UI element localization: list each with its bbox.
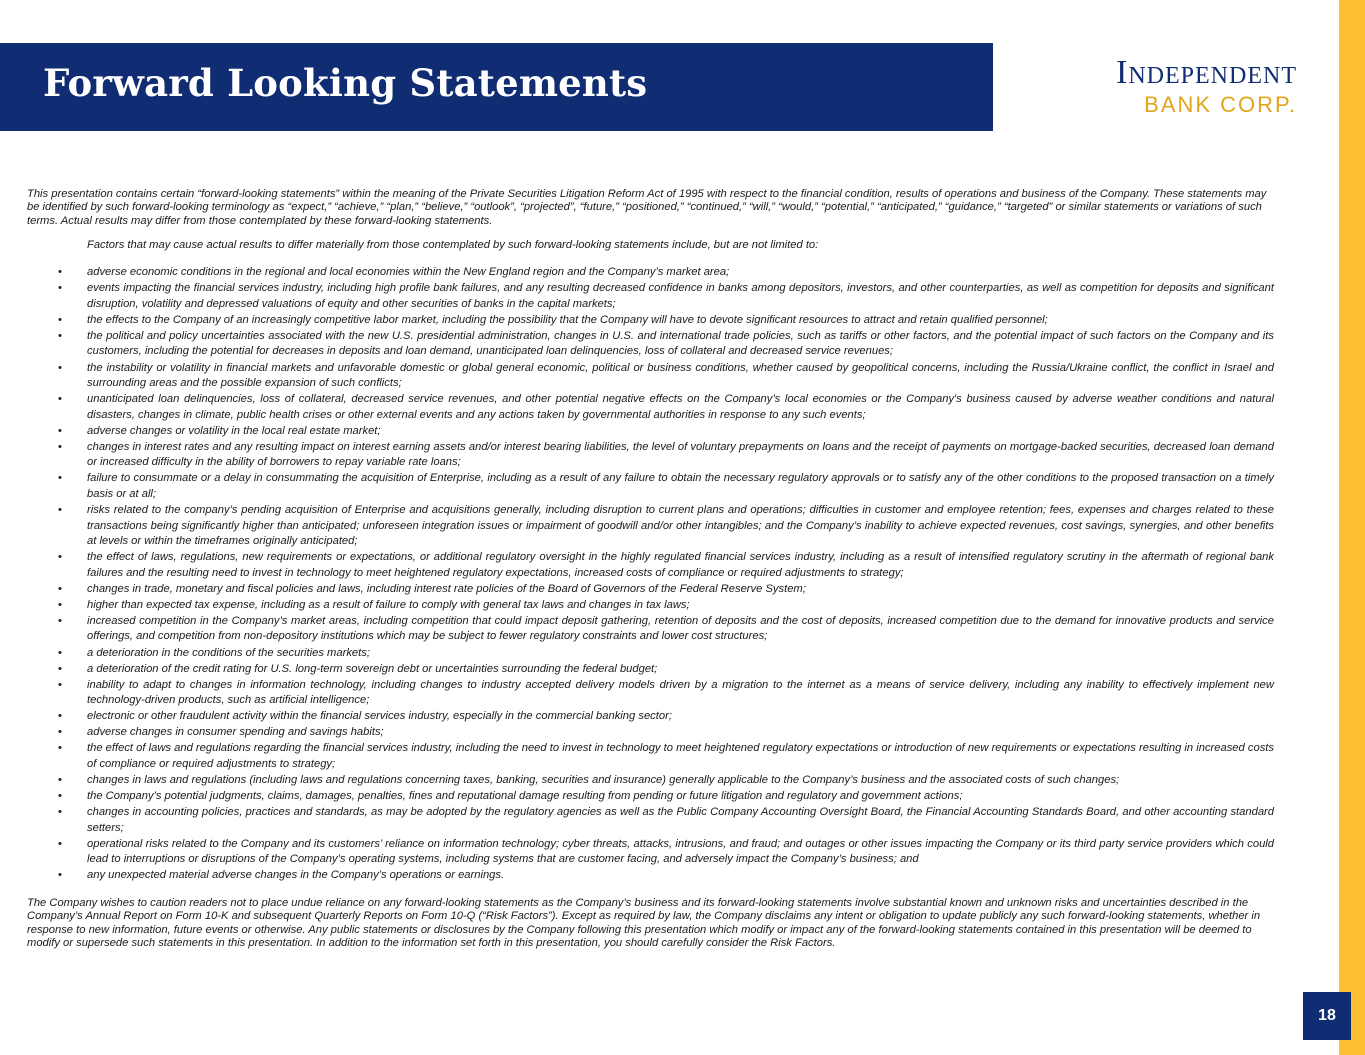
intro-paragraph: This presentation contains certain “forward-looking statements” within the meaning of the Private Securities Litigation Reform Act of 1995 with respect to the financial condition, results of operations and business of the Company. These statements may be identified by such forward-looking terminology as “expect,” “achieve,” “plan,” “believe,” “outlook”, “projected”, “future,” “positioned,” “continued,” “will,” “would,” “potential,” “anticipated,” “guidance,” “targeted” or similar statements or variations of such terms. Actual results may differ from those contemplated by these forward-looking statements.: [27, 188, 1267, 227]
factor-item: • any unexpected material adverse changes in the Company’s operations or earnings.: [27, 868, 1274, 884]
factor-item: • inability to adapt to changes in information technology, including changes to industry accepted delivery models driven by a migration to the internet as a means of service delivery, including any inability to effectively implement new technology-driven products, such as artificial intelligence;: [27, 678, 1274, 709]
factor-item: • changes in interest rates and any resulting impact on interest earning assets and/or interest bearing liabilities, the level of voluntary prepayments on loans and the receipt of payments on mortgage-backed securities, decreased loan demand or increased difficulty in the ability of borrowers to repay variable rate loans;: [27, 440, 1274, 471]
title-bar: [0, 43, 993, 131]
page-number-badge: 18: [1303, 992, 1351, 1040]
factor-item: • the instability or volatility in financial markets and unfavorable domestic or global general economic, political or business conditions, whether caused by geopolitical concerns, including the Russia/Ukraine conflict, the conflict in Israel and surrounding areas and the possible expansion of such conflicts;: [27, 361, 1274, 392]
logo-line-2: BANK CORP.: [1144, 92, 1297, 117]
factors-intro: Factors that may cause actual results to differ materially from those contemplated by such forward-looking statements include, but are not limited to:: [87, 238, 819, 251]
logo-line-1: Independent: [1116, 54, 1297, 91]
company-logo: [1027, 56, 1297, 126]
factor-item: • the effects to the Company of an increasingly competitive labor market, including the possibility that the Company will have to devote significant resources to attract and retain qualified personnel;: [27, 313, 1274, 329]
factor-item: • events impacting the financial services industry, including high profile bank failures, and any resulting decreased confidence in banks among depositors, investors, and other counterparties, as well as competition for deposits and significant disruption, volatility and depressed valuations of equity and other securities of banks in the capital markets;: [27, 281, 1274, 312]
factor-item: • operational risks related to the Company and its customers’ reliance on information technology; cyber threats, attacks, intrusions, and fraud; and outages or other issues impacting the Company or its third party service providers which could lead to interruptions or disruptions of the Company’s operating systems, including systems that are customer facing, and adversely impact the Company’s business; and: [27, 837, 1274, 868]
factor-item: • a deterioration in the conditions of the securities markets;: [27, 646, 1274, 662]
factor-item: • changes in trade, monetary and fiscal policies and laws, including interest rate policies of the Board of Governors of the Federal Reserve System;: [27, 582, 1274, 598]
factor-item: • higher than expected tax expense, including as a result of failure to comply with general tax laws and changes in tax laws;: [27, 598, 1274, 614]
factor-item: • changes in laws and regulations (including laws and regulations concerning taxes, banking, securities and insurance) generally applicable to the Company’s business and the associated costs of such changes;: [27, 773, 1274, 789]
factor-item: • the Company’s potential judgments, claims, damages, penalties, fines and reputational damage resulting from pending or future litigation and regulatory and government actions;: [27, 789, 1274, 805]
factor-item: • a deterioration of the credit rating for U.S. long-term sovereign debt or uncertainties surrounding the federal budget;: [27, 662, 1274, 678]
factor-item: • the political and policy uncertainties associated with the new U.S. presidential administration, changes in U.S. and international trade policies, such as tariffs or other factors, and the potential impact of such factors on the Company and its customers, including the potential for decreases in deposits and loan demand, unanticipated loan delinquencies, loss of collateral and decreased service revenues;: [27, 329, 1274, 360]
factor-item: • increased competition in the Company’s market areas, including competition that could impact deposit gathering, retention of deposits and the cost of deposits, increased competition due to the demand for innovative products and service offerings, and competition from non-depository institutions which may be subject to fewer regulatory constraints and lower cost structures;: [27, 614, 1274, 645]
factor-item: • the effect of laws and regulations regarding the financial services industry, including the need to invest in technology to meet heightened regulatory expectations or introduction of new requirements or expectations resulting in increased costs of compliance or required adjustments to strategy;: [27, 741, 1274, 772]
right-accent-stripe: [1339, 0, 1365, 1055]
factor-item: • electronic or other fraudulent activity within the financial services industry, especially in the commercial banking sector;: [27, 709, 1274, 725]
factor-item: • risks related to the company’s pending acquisition of Enterprise and acquisitions generally, including disruption to current plans and operations; difficulties in customer and employee retention; fees, expenses and charges related to these transactions being significantly higher than anticipated; unforeseen integration issues or impairment of goodwill and/or other intangibles; and the Company’s inability to achieve expected revenues, cost savings, synergies, and other benefits at levels or within the timeframes originally anticipated;: [27, 503, 1274, 550]
factor-item: • adverse economic conditions in the regional and local economies within the New England region and the Company’s market area;: [27, 265, 1274, 281]
factor-item: • unanticipated loan delinquencies, loss of collateral, decreased service revenues, and other potential negative effects on the Company’s local economies or the Company's business caused by adverse weather conditions and natural disasters, changes in climate, public health crises or other external events and any actions taken by governmental authorities in response to any such events;: [27, 392, 1274, 423]
factor-item: • the effect of laws, regulations, new requirements or expectations, or additional regulatory oversight in the highly regulated financial services industry, including as a result of intensified regulatory scrutiny in the aftermath of regional bank failures and the resulting need to invest in technology to meet heightened regulatory expectations, increased costs of compliance or required adjustments to strategy;: [27, 550, 1274, 581]
factor-item: • failure to consummate or a delay in consummating the acquisition of Enterprise, including as a result of any failure to obtain the necessary regulatory approvals or to satisfy any of the other conditions to the proposed transaction on a timely basis or at all;: [27, 471, 1274, 502]
factor-item: • adverse changes or volatility in the local real estate market;: [27, 424, 1274, 440]
factor-item: • adverse changes in consumer spending and savings habits;: [27, 725, 1274, 741]
page-title: Forward Looking Statements: [43, 61, 648, 105]
factor-item: • changes in accounting policies, practices and standards, as may be adopted by the regulatory agencies as well as the Public Company Accounting Oversight Board, the Financial Accounting Standards Board, and other accounting standard setters;: [27, 805, 1274, 836]
closing-paragraph: The Company wishes to caution readers not to place undue reliance on any forward-looking statements as the Company’s business and its forward-looking statements involve substantial known and unknown risks and uncertainties described in the Company’s Annual Report on Form 10-K and subsequent Quarterly Reports on Form 10-Q (“Risk Factors”). Except as required by law, the Company disclaims any intent or obligation to update publicly any such forward-looking statements, whether in response to new information, future events or otherwise. Any public statements or disclosures by the Company following this presentation which modify or impact any of the forward-looking statements contained in this presentation will be deemed to modify or supersede such statements in this presentation. In addition to the information set forth in this presentation, you should carefully consider the Risk Factors.: [27, 896, 1261, 949]
statement-body: [27, 188, 1274, 950]
factor-list: [27, 265, 1274, 884]
